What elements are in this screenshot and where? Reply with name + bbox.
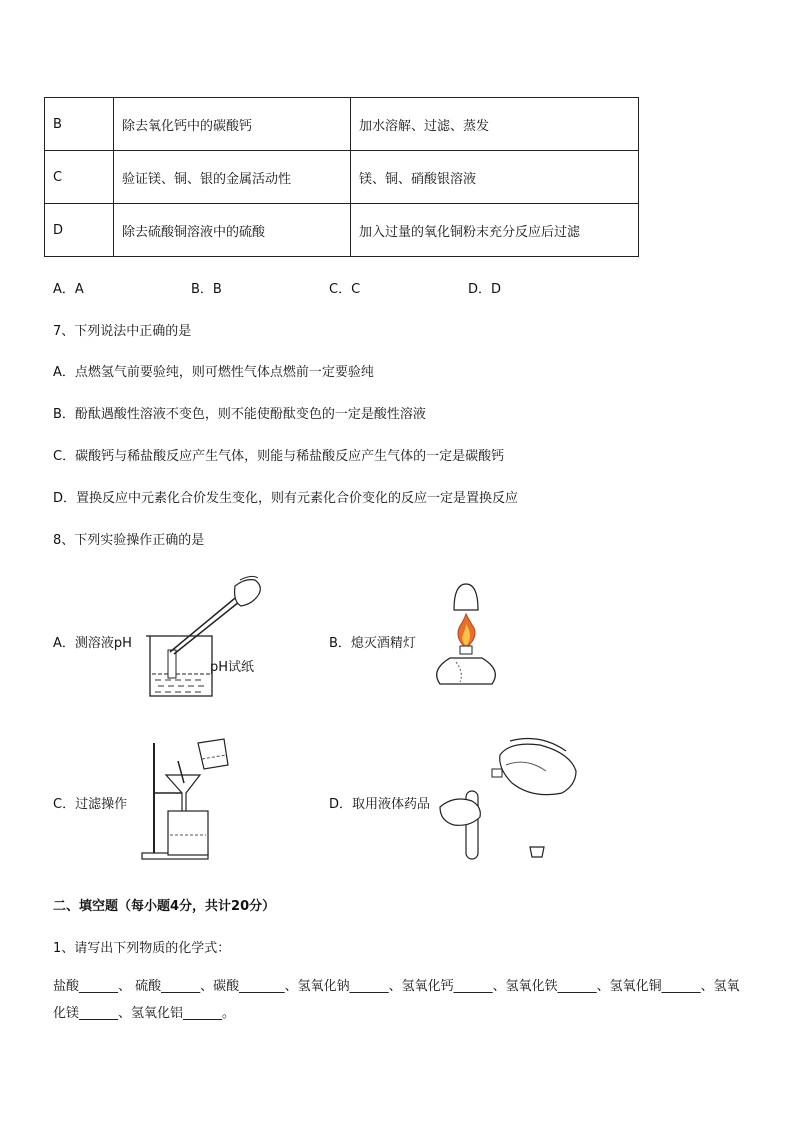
hand-icon xyxy=(235,580,261,606)
table-cell-method: 加水溶解、过滤、蒸发 xyxy=(351,98,639,151)
tweezers-icon xyxy=(170,594,240,652)
q7-stem: 7、下列说法中正确的是 xyxy=(53,324,192,339)
q8-stem: 8、下列实验操作正确的是 xyxy=(53,533,205,548)
table-row xyxy=(45,204,639,257)
table-cell-purpose: 除去硫酸铜溶液中的硫酸 xyxy=(114,204,351,257)
q7-option-d[interactable]: D．置换反应中元素化合价发生变化，则有元素化合价变化的反应一定是置换反应 xyxy=(53,491,519,506)
table-row xyxy=(45,151,639,204)
reagent-bottle xyxy=(500,744,576,795)
filtration-figure xyxy=(138,735,238,863)
alcohol-lamp-figure xyxy=(426,580,496,700)
table-cell-purpose: 验证镁、铜、银的金属活动性 xyxy=(114,151,351,204)
lamp-body xyxy=(437,658,496,684)
q6-answer-a[interactable]: A．A xyxy=(53,282,84,297)
holding-hand-icon xyxy=(440,799,480,825)
q7-option-b[interactable]: B．酚酞遇酸性溶液不变色，则不能使酚酞变色的一定是酸性溶液 xyxy=(53,407,426,422)
table-cell-purpose: 除去氧化钙中的碳酸钙 xyxy=(114,98,351,151)
q6-answer-c[interactable]: C．C xyxy=(329,282,361,297)
ph-paper-label: pH试纸 xyxy=(210,660,255,675)
q8-option-a[interactable]: A．测溶液pH xyxy=(53,636,132,651)
fill-q1-stem: 1、请写出下列物质的化学式： xyxy=(53,941,231,956)
section-title: 二、填空题（每小题4分，共计20分） xyxy=(53,899,276,914)
q8-option-b[interactable]: B．熄灭酒精灯 xyxy=(329,636,416,651)
q7-option-c[interactable]: C．碳酸钙与稀盐酸反应产生气体，则能与稀盐酸反应产生气体的一定是碳酸钙 xyxy=(53,449,505,464)
lamp-cap-icon xyxy=(454,584,478,610)
table-cell-letter: D xyxy=(45,204,114,257)
table-cell-method: 镁、铜、硝酸银溶液 xyxy=(351,151,639,204)
q6-answer-b[interactable]: B．B xyxy=(191,282,222,297)
q8-option-d[interactable]: D．取用液体药品 xyxy=(329,797,431,812)
beaker-outline xyxy=(150,636,212,696)
bottle-stopper-icon xyxy=(530,847,544,857)
table-row xyxy=(45,98,639,151)
q6-answer-d[interactable]: D．D xyxy=(468,282,502,297)
receiving-beaker xyxy=(168,811,208,855)
q8-option-c[interactable]: C．过滤操作 xyxy=(53,797,128,812)
table-cell-letter: B xyxy=(45,98,114,151)
fill-q1-body[interactable]: 盐酸______、 硫酸______、碳酸_______、氢氧化钠______、氢氧化钙______、氢氧化铁______、氢氧化铜______、氢氧化镁______、氢氧化铝______。 xyxy=(53,979,740,1021)
q7-option-a[interactable]: A．点燃氢气前要验纯，则可燃性气体点燃前一定要验纯 xyxy=(53,365,374,380)
table-cell-letter: C xyxy=(45,151,114,204)
liquid-pouring-figure xyxy=(436,735,586,865)
pouring-beaker xyxy=(198,739,228,769)
table-cell-method: 加入过量的氧化铜粉末充分反应后过滤 xyxy=(351,204,639,257)
options-table xyxy=(44,97,639,257)
ph-test-figure xyxy=(140,574,270,702)
